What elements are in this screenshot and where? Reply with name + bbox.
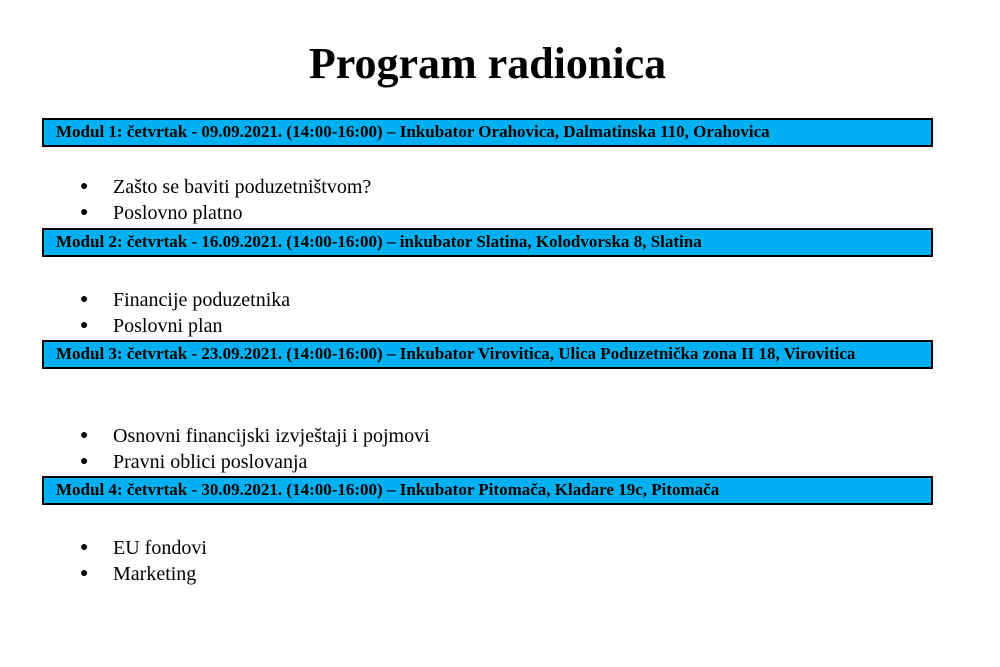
bullet-icon: ● [80, 454, 89, 469]
topic-label: Financije poduzetnika [113, 289, 291, 311]
page-title: Program radionica [308, 39, 667, 88]
list-item [0, 535, 900, 561]
bullet-icon: ● [80, 566, 89, 581]
list-item [0, 174, 900, 200]
module-2-topics [0, 287, 900, 339]
list-item [0, 313, 900, 339]
topic-label: Osnovni financijski izvještaji i pojmovi [113, 425, 430, 447]
bullet-icon: ● [80, 428, 89, 443]
module-1-topics [0, 174, 900, 226]
topic-label: Zašto se baviti poduzetništvom? [113, 176, 372, 198]
bullet-icon: ● [80, 205, 89, 220]
module-2-header: Modul 2: četvrtak - 16.09.2021. (14:00-16:00) – inkubator Slatina, Kolodvorska 8, Slatina [42, 228, 933, 257]
topic-label: Pravni oblici poslovanja [113, 451, 308, 473]
bullet-icon: ● [80, 318, 89, 333]
list-item [0, 423, 900, 449]
topic-label: Poslovni plan [113, 315, 223, 337]
bullet-icon: ● [80, 292, 89, 307]
list-item [0, 287, 900, 313]
bullet-icon: ● [80, 540, 89, 555]
module-3-topics [0, 423, 900, 475]
module-3-header: Modul 3: četvrtak - 23.09.2021. (14:00-16:00) – Inkubator Virovitica, Ulica Poduzetnička zona II 18, Virovitica [42, 340, 933, 369]
topic-label: EU fondovi [113, 537, 207, 559]
topic-label: Marketing [113, 563, 197, 585]
module-1-header: Modul 1: četvrtak - 09.09.2021. (14:00-16:00) – Inkubator Orahovica, Dalmatinska 110, Orahovica [42, 118, 933, 147]
bullet-icon: ● [80, 179, 89, 194]
module-4-topics [0, 535, 900, 587]
topic-label: Poslovno platno [113, 202, 243, 224]
list-item [0, 449, 900, 475]
module-4-header: Modul 4: četvrtak - 30.09.2021. (14:00-16:00) – Inkubator Pitomača, Kladare 19c, Pitomača [42, 476, 933, 505]
list-item [0, 200, 900, 226]
list-item [0, 561, 900, 587]
